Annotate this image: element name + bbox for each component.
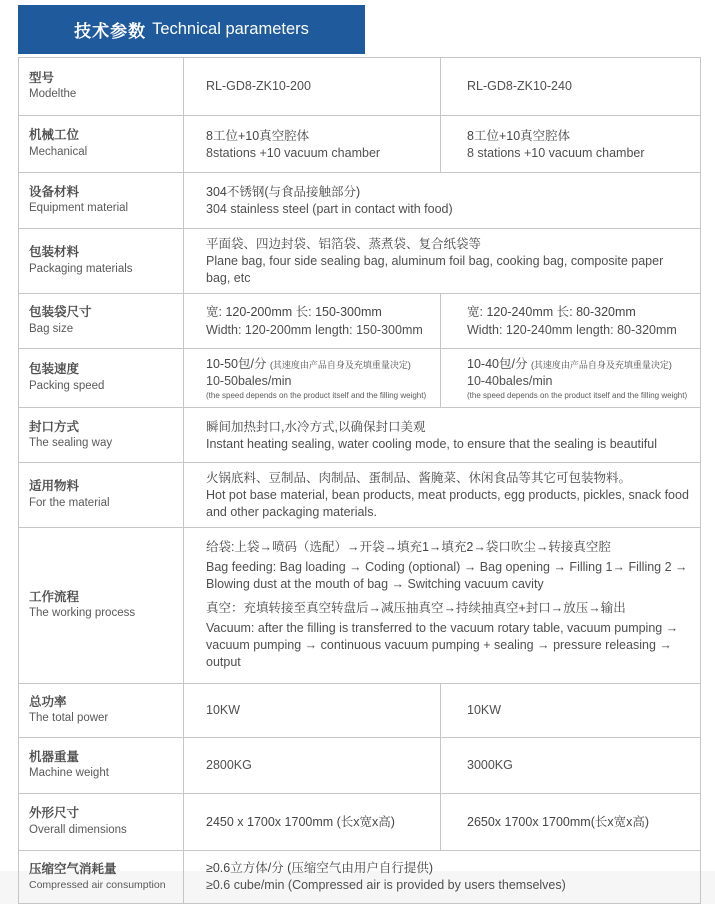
total-power-value-2 [441,683,701,737]
row-label-packaging-materials [19,229,184,294]
value: 2650x 1700x 1700mm(长x宽x高) [467,814,650,829]
value-note-zh: (其速度由产品自身及充填重量决定) [530,359,672,370]
section-title-zh: 技术参数 [74,22,147,41]
working-process-value [184,527,701,683]
model-200: RL-GD8-ZK10-200 [206,79,311,94]
row-label-bag-size [19,293,184,348]
model-240: RL-GD8-ZK10-240 [467,79,572,94]
value-zh: 10-40包/分 [467,356,528,371]
row-label-en: The sealing way [29,437,113,450]
table-row-packaging-materials [19,229,701,294]
row-label-en: Compressed air consumption [29,879,166,892]
value: 10KW [467,702,502,717]
value: 2800KG [206,757,252,772]
row-label-compressed-air [19,850,184,903]
bag-size-value-2 [441,293,701,348]
row-label-zh: 适用物料 [29,479,80,494]
table-row-machine-weight [19,737,701,793]
row-label-zh: 压缩空气消耗量 [29,861,117,876]
table-row-overall-dimensions [19,793,701,850]
table-row-sealing-way [19,408,701,463]
value: 2450 x 1700x 1700mm (长x宽x高) [206,814,395,829]
packaging-materials-value [184,229,701,294]
row-label-zh: 包装材料 [29,245,80,260]
table-row-mechanical [19,116,701,173]
model-value-2 [441,58,701,116]
row-label-zh: 工作流程 [29,589,80,604]
value-en: Vacuum: after the filling is transferred to the vacuum rotary table, vacuum pumping → vacuum pumping → continuous vacuum pumping + sealing → pressure releasing → output [206,620,679,669]
table-row-equipment-material [19,173,701,229]
row-label-en: The total power [29,712,109,725]
value-note-en: (the speed depends on the product itself and the filling weight) [467,390,688,400]
row-label-en: Overall dimensions [29,823,127,836]
value-zh: 8工位+10真空腔体 [206,128,310,143]
value-en: Width: 120-200mm length: 150-300mm [206,322,423,337]
packing-speed-value-1 [184,348,441,407]
value-note-zh: (其速度由产品自身及充填重量决定) [269,359,411,370]
machine-weight-value-2 [441,737,701,793]
table-row-for-material [19,463,701,528]
row-label-en: Equipment material [29,202,129,215]
mechanical-value-2 [441,116,701,173]
row-label-packing-speed [19,348,184,407]
row-label-machine-weight [19,737,184,793]
row-label-sealing-way [19,408,184,463]
process-bag-feeding [206,538,690,593]
row-label-zh: 外形尺寸 [29,806,80,821]
value-zh: 304不锈钢(与食品接触部分) [206,185,361,199]
compressed-air-value [184,850,701,903]
value-en: 8 stations +10 vacuum chamber [467,145,645,160]
value-en: 10-50bales/min [206,374,292,388]
row-label-en: Packaging materials [29,262,133,275]
row-label-mechanical [19,116,184,173]
overall-dimensions-value-2 [441,793,701,850]
value-en: 8stations +10 vacuum chamber [206,145,381,160]
value-zh: ≥0.6立方体/分 (压缩空气由用户自行提供) [206,861,434,876]
value-zh: 给袋:上袋→喷码（选配）→开袋→填充1→填充2→袋口吹尘→转接真空腔 [206,539,611,554]
row-label-en: Machine weight [29,767,109,780]
value-zh: 平面袋、四边封袋、铝箔袋、蒸煮袋、复合纸袋等 [206,237,482,251]
for-material-value [184,463,701,528]
row-label-en: Packing speed [29,379,105,392]
row-label-en: Bag size [29,322,74,335]
value-en: Hot pot base material, bean products, meat products, egg products, pickles, snack food and other packaging materials. [206,488,689,520]
section-title-bar [18,5,365,54]
row-label-en: For the material [29,496,110,509]
value-en: ≥0.6 cube/min (Compressed air is provided by users themselves) [206,878,566,893]
value-en: 304 stainless steel (part in contact with food) [206,202,453,217]
table-row-compressed-air [19,850,701,903]
value-en: Bag feeding: Bag loading → Coding (optional) → Bag opening → Filling 1→ Filling 2 → Blowing dust at the mouth of bag → Switching vacuum cavity [206,560,688,591]
table-row-bag-size [19,293,701,348]
value: 3000KG [467,757,513,772]
row-label-zh: 设备材料 [29,184,80,199]
row-label-en: Mechanical [29,145,88,158]
value: 10KW [206,702,241,717]
value-en: Width: 120-240mm length: 80-320mm [467,322,677,337]
table-row-packing-speed [19,348,701,407]
row-label-equipment-material [19,173,184,229]
value-zh: 宽: 120-240mm 长: 80-320mm [467,305,636,320]
value-en: 10-40bales/min [467,374,553,388]
row-label-zh: 型号 [29,70,55,85]
row-label-working-process [19,527,184,683]
value-zh: 真空：充填转接至真空转盘后→减压抽真空→持续抽真空+封口→放压→输出 [206,600,626,615]
table-row-total-power [19,683,701,737]
bag-size-value-1 [184,293,441,348]
mechanical-value-1 [184,116,441,173]
value-zh: 10-50包/分 [206,356,267,371]
row-label-model [19,58,184,116]
table-row-model [19,58,701,116]
table-row-working-process [19,527,701,683]
row-label-overall-dimensions [19,793,184,850]
row-label-en: Modelthe [29,88,77,101]
value-zh: 宽: 120-200mm 长: 150-300mm [206,305,382,320]
total-power-value-1 [184,683,441,737]
row-label-zh: 机械工位 [29,128,80,143]
value-zh: 火锅底料、豆制品、肉制品、蛋制品、酱腌菜、休闲食品等其它可包装物料。 [206,471,632,486]
value-note-en: (the speed depends on the product itself and the filling weight) [206,390,427,400]
sealing-way-value [184,408,701,463]
machine-weight-value-1 [184,737,441,793]
row-label-zh: 包装袋尺寸 [29,305,92,320]
technical-parameters-table [18,57,701,904]
row-label-zh: 机器重量 [29,749,80,764]
row-label-zh: 封口方式 [29,419,80,434]
row-label-zh: 包装速度 [29,362,80,377]
row-label-total-power [19,683,184,737]
row-label-zh: 总功率 [29,694,67,709]
value-zh: 瞬间加热封口,水冷方式,以确保封口美观 [206,419,426,434]
value-en: Instant heating sealing, water cooling mode, to ensure that the sealing is beautiful [206,436,657,451]
equipment-material-value [184,173,701,229]
packing-speed-value-2 [441,348,701,407]
value-zh: 8工位+10真空腔体 [467,128,571,143]
process-vacuum [206,599,690,671]
row-label-for-material [19,463,184,528]
model-value-1 [184,58,441,116]
section-title-en: Technical parameters [152,20,309,38]
overall-dimensions-value-1 [184,793,441,850]
row-label-en: The working process [29,607,136,620]
value-en: Plane bag, four side sealing bag, aluminum foil bag, cooking bag, composite paper bag, etc [206,254,664,285]
